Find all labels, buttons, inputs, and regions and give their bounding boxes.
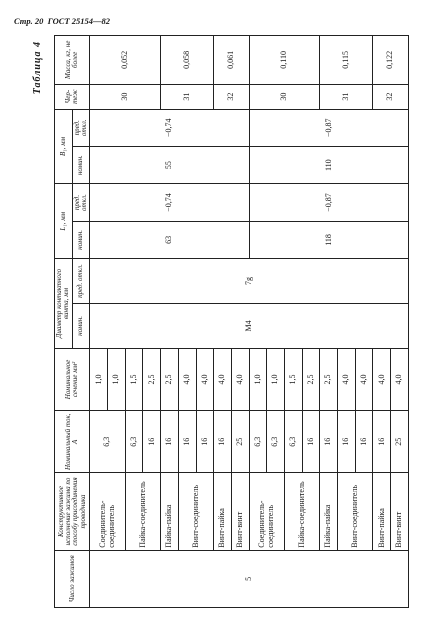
cell-section: 1,0	[108, 348, 126, 410]
cell-design: Пайка-соединитель	[125, 473, 160, 550]
cell-current: 16	[178, 411, 196, 473]
cell-current: 16	[214, 411, 232, 473]
cell-drawing: 30	[249, 84, 320, 109]
cell-design: Винт-пайка	[373, 473, 391, 550]
cell-thread-nom: М4	[90, 303, 409, 348]
spec-table	[54, 35, 409, 608]
cell-drawing: 31	[320, 84, 373, 109]
rotated-table-block	[32, 35, 415, 608]
cell-l1-tol: −0,87	[249, 184, 408, 221]
subheader-l1-tol: пред. откл.	[72, 184, 90, 221]
cell-section: 4,0	[214, 348, 232, 410]
cell-section: 4,0	[178, 348, 196, 410]
cell-current: 6,3	[284, 411, 302, 473]
cell-design: Соединитель-соединитель	[249, 473, 284, 550]
cell-design: Соединитель-соединитель	[90, 473, 125, 550]
cell-current: 6,3	[90, 411, 125, 473]
cell-design: Винт-винт	[231, 473, 249, 550]
cell-section: 2,5	[143, 348, 161, 410]
cell-mass: 0,122	[373, 36, 409, 85]
cell-section: 4,0	[373, 348, 391, 410]
cell-current: 16	[373, 411, 391, 473]
cell-section: 1,0	[267, 348, 285, 410]
cell-section: 4,0	[231, 348, 249, 410]
subheader-b1-nom: номин.	[72, 146, 90, 183]
cell-current: 16	[161, 411, 179, 473]
cell-current: 16	[143, 411, 161, 473]
cell-design: Винт-винт	[391, 473, 409, 550]
cell-current: 16	[355, 411, 373, 473]
header-mass: Масса, кг, не более	[55, 36, 90, 85]
cell-current: 16	[196, 411, 214, 473]
subheader-b1-tol: пред. откл.	[72, 109, 90, 146]
cell-drawing: 32	[373, 84, 409, 109]
header-section: Номинальное сечение мм²	[55, 348, 90, 410]
cell-design: Пайка-пайка	[161, 473, 179, 550]
cell-design: Винт-соединитель	[178, 473, 213, 550]
cell-current: 16	[320, 411, 338, 473]
header-l1: L₁, мм	[55, 184, 73, 259]
header-current: Номинальный ток, А	[55, 411, 90, 473]
cell-current: 25	[231, 411, 249, 473]
cell-section: 1,0	[90, 348, 108, 410]
header-thread: Диаметр контактного винта, мм	[55, 259, 73, 349]
subheader-thread-tol: пред. откл.	[72, 259, 90, 304]
subheader-l1-nom: номин.	[72, 221, 90, 258]
subheader-thread-nom: номин.	[72, 303, 90, 348]
table-row	[90, 36, 108, 608]
cell-current: 25	[391, 411, 409, 473]
cell-section: 1,5	[284, 348, 302, 410]
cell-l1-nom: 118	[249, 221, 408, 258]
cell-section: 1,0	[249, 348, 267, 410]
cell-b1-nom: 110	[249, 146, 408, 183]
header-drawing: Чер-теж	[55, 84, 90, 109]
header-row	[55, 36, 73, 608]
cell-section: 2,5	[320, 348, 338, 410]
cell-design: Винт-соединитель	[338, 473, 373, 550]
cell-current: 16	[302, 411, 320, 473]
cell-design: Пайка-соединитель	[284, 473, 319, 550]
header-clamps: Число зажимов	[55, 550, 90, 607]
cell-section: 2,5	[161, 348, 179, 410]
cell-current: 6,3	[249, 411, 267, 473]
cell-section: 4,0	[196, 348, 214, 410]
cell-drawing: 30	[90, 84, 161, 109]
cell-b1-tol: −0,87	[249, 109, 408, 146]
cell-l1-tol: −0,74	[90, 184, 249, 221]
cell-section: 4,0	[391, 348, 409, 410]
cell-drawing: 32	[214, 84, 249, 109]
cell-mass: 0,061	[214, 36, 249, 85]
cell-b1-tol: −0,74	[90, 109, 249, 146]
cell-b1-nom: 55	[90, 146, 249, 183]
cell-current: 6,3	[125, 411, 143, 473]
cell-clamps: 5	[90, 550, 409, 607]
cell-current: 16	[338, 411, 356, 473]
cell-section: 4,0	[355, 348, 373, 410]
cell-mass: 0,115	[320, 36, 373, 85]
cell-thread-tol: 7g	[90, 259, 409, 304]
header-design: Конструктивное исполнение зажима по способу присоединения проводника	[55, 473, 90, 550]
cell-mass: 0,110	[249, 36, 320, 85]
cell-section: 4,0	[338, 348, 356, 410]
cell-mass: 0,058	[161, 36, 214, 85]
cell-design: Винт-пайка	[214, 473, 232, 550]
cell-section: 1,5	[125, 348, 143, 410]
header-b1: B₁, мм	[55, 109, 73, 184]
cell-drawing: 31	[161, 84, 214, 109]
cell-design: Пайка-пайка	[320, 473, 338, 550]
cell-section: 2,5	[302, 348, 320, 410]
cell-current: 6,3	[267, 411, 285, 473]
table-title: Таблица 4	[32, 41, 43, 95]
cell-l1-nom: 63	[90, 221, 249, 258]
page-header: Стр. 20 ГОСТ 25154—82	[14, 16, 111, 26]
cell-mass: 0,052	[90, 36, 161, 85]
